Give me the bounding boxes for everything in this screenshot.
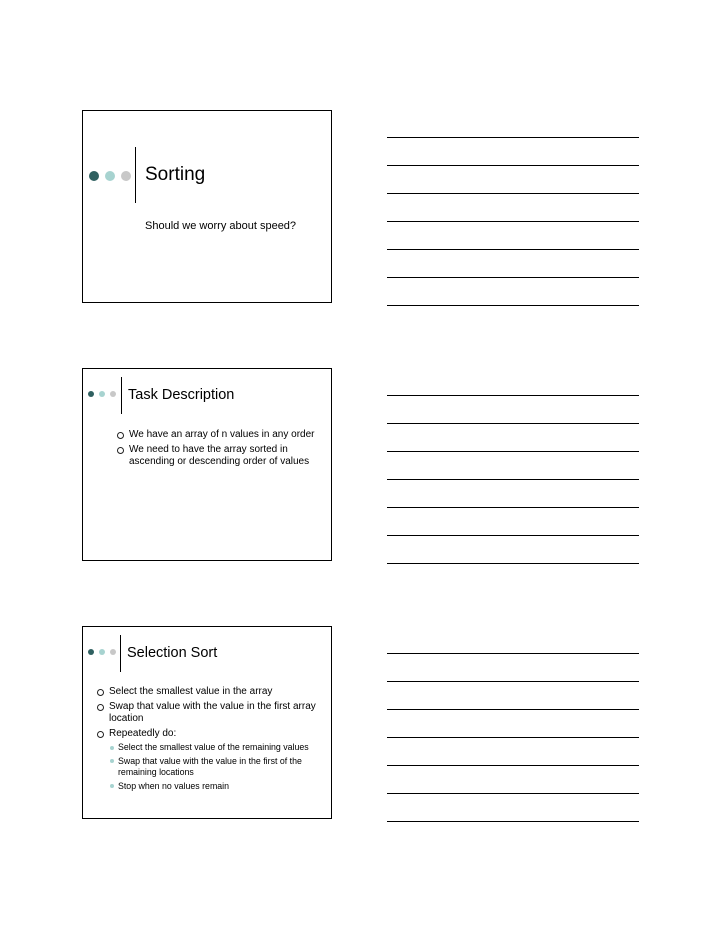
note-line [387,110,639,138]
note-line [387,480,639,508]
dot-mid-icon [105,171,115,181]
dot-light-icon [110,391,116,397]
note-line [387,626,639,654]
note-line [387,222,639,250]
note-line [387,738,639,766]
dot-light-icon [110,649,116,655]
dot-light-icon [121,171,131,181]
slide-2 [82,368,332,561]
dot-dark-icon [88,391,94,397]
bullet-text: Swap that value with the value in the first array location [109,701,316,724]
slide-title: Task Description [128,387,235,403]
bullet-item [97,701,319,725]
note-line [387,424,639,452]
note-line [387,166,639,194]
slide-title: Sorting [145,164,206,185]
notes-lines-1 [387,110,639,306]
slide-title: Selection Sort [127,645,218,661]
note-line [387,368,639,396]
sub-bullet-item: Select the smallest value of the remaining values [109,742,319,754]
bullet-item [97,728,319,792]
bullet-item: We need to have the array sorted in ascending or descending order of values [117,444,317,468]
note-line [387,682,639,710]
decorative-dots [88,391,116,397]
note-line [387,710,639,738]
note-line [387,654,639,682]
note-line [387,396,639,424]
bullet-text: Select the smallest value in the array [109,686,273,697]
note-line [387,278,639,306]
note-line [387,452,639,480]
slide-subtitle: Should we worry about speed? [145,220,297,232]
note-line [387,508,639,536]
note-line [387,138,639,166]
dot-mid-icon [99,391,105,397]
sub-bullet-item: Swap that value with the value in the first of the remaining locations [109,756,319,779]
slide-3 [82,626,332,819]
dot-mid-icon [99,649,105,655]
sub-bullet-list [109,742,319,792]
bullet-item: We have an array of n values in any order [117,429,317,441]
title-divider [121,377,122,414]
bullet-text: Repeatedly do: [109,728,177,739]
sub-bullet-item: Stop when no values remain [109,781,319,793]
note-line [387,250,639,278]
dot-dark-icon [89,171,99,181]
slide-1 [82,110,332,303]
decorative-dots [89,171,131,181]
note-line [387,794,639,822]
bullet-list [117,429,317,471]
note-line [387,766,639,794]
notes-lines-3 [387,626,639,822]
bullet-item [97,686,319,698]
note-line [387,536,639,564]
title-divider [120,635,121,672]
title-divider [135,147,136,203]
dot-dark-icon [88,649,94,655]
bullet-list [97,686,319,795]
decorative-dots [88,649,116,655]
notes-lines-2 [387,368,639,564]
note-line [387,194,639,222]
